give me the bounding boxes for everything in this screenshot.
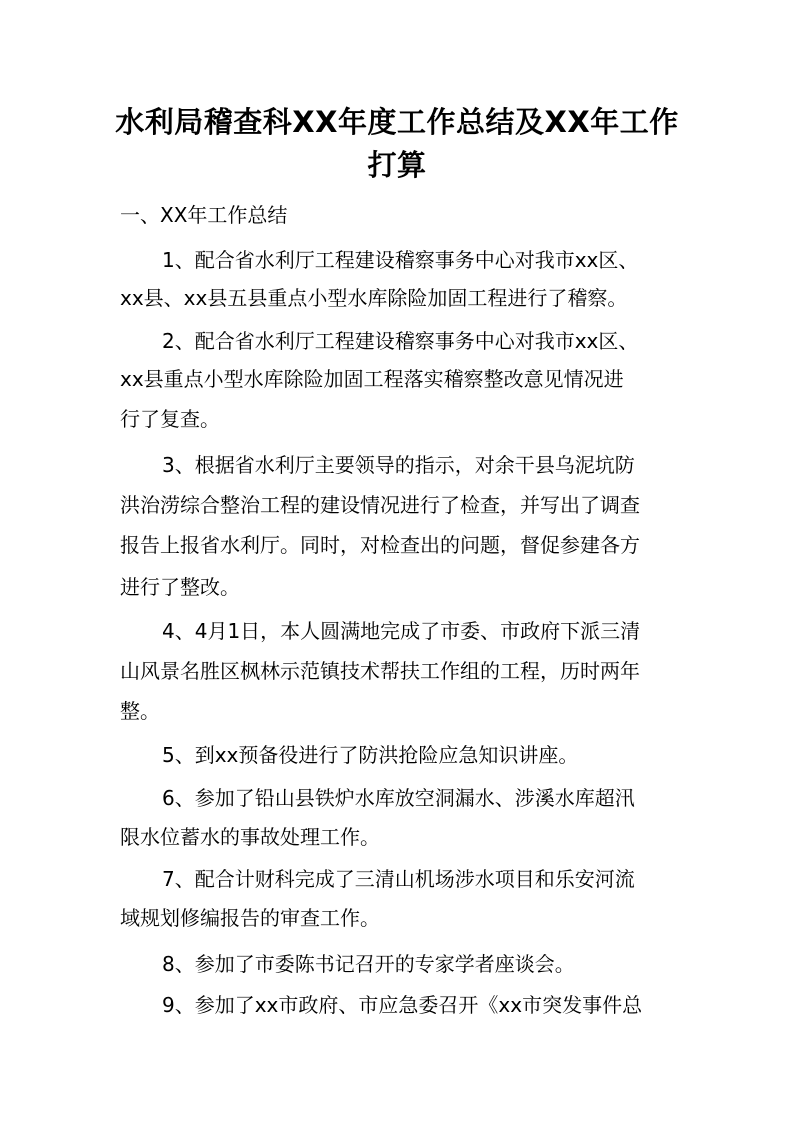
paragraph-line: 域规划修编报告的审查工作。 — [120, 906, 380, 930]
paragraph-line: 整。 — [120, 699, 160, 723]
paragraph-line: xx县、xx县五县重点小型水库除险加固工程进行了稽察。 — [120, 286, 628, 310]
document-title-line-2: 打算 — [367, 148, 427, 182]
paragraph-line: 行了复查。 — [120, 407, 220, 431]
paragraph-line: 5、到xx预备役进行了防洪抢险应急知识讲座。 — [162, 743, 579, 767]
paragraph-line: 2、配合省水利厅工程建设稽察事务中心对我市xx区、 — [162, 329, 639, 353]
paragraph-line: 洪治涝综合整治工程的建设情况进行了检查，并写出了调查 — [120, 493, 640, 517]
paragraph-line: 进行了整改。 — [120, 575, 240, 599]
paragraph-line: 山风景名胜区枫林示范镇技术帮扶工作组的工程，历时两年 — [120, 659, 640, 683]
paragraph-line: 6、参加了铅山县铁炉水库放空洞漏水、涉溪水库超汛 — [162, 786, 635, 810]
paragraph-line: 1、配合省水利厅工程建设稽察事务中心对我市xx区、 — [162, 248, 639, 272]
paragraph-line: 7、配合计财科完成了三清山机场涉水项目和乐安河流 — [162, 867, 635, 891]
paragraph-line: xx县重点小型水库除险加固工程落实稽察整改意见情况进 — [120, 367, 624, 391]
document-title-line-1: 水利局稽查科XX年度工作总结及XX年工作 — [115, 105, 679, 139]
paragraph-line: 4、4月1日，本人圆满地完成了市委、市政府下派三清 — [162, 619, 641, 643]
paragraph-line: 8、参加了市委陈书记召开的专家学者座谈会。 — [162, 952, 575, 976]
paragraph-line: 3、根据省水利厅主要领导的指示，对余干县乌泥坑防 — [162, 453, 635, 477]
paragraph-line: 9、参加了xx市政府、市应急委召开《xx市突发事件总 — [162, 993, 643, 1017]
section-heading-summary: 一、XX年工作总结 — [120, 203, 288, 227]
paragraph-line: 限水位蓄水的事故处理工作。 — [120, 825, 380, 849]
paragraph-line: 报告上报省水利厅。同时，对检查出的问题，督促参建各方 — [120, 533, 640, 557]
